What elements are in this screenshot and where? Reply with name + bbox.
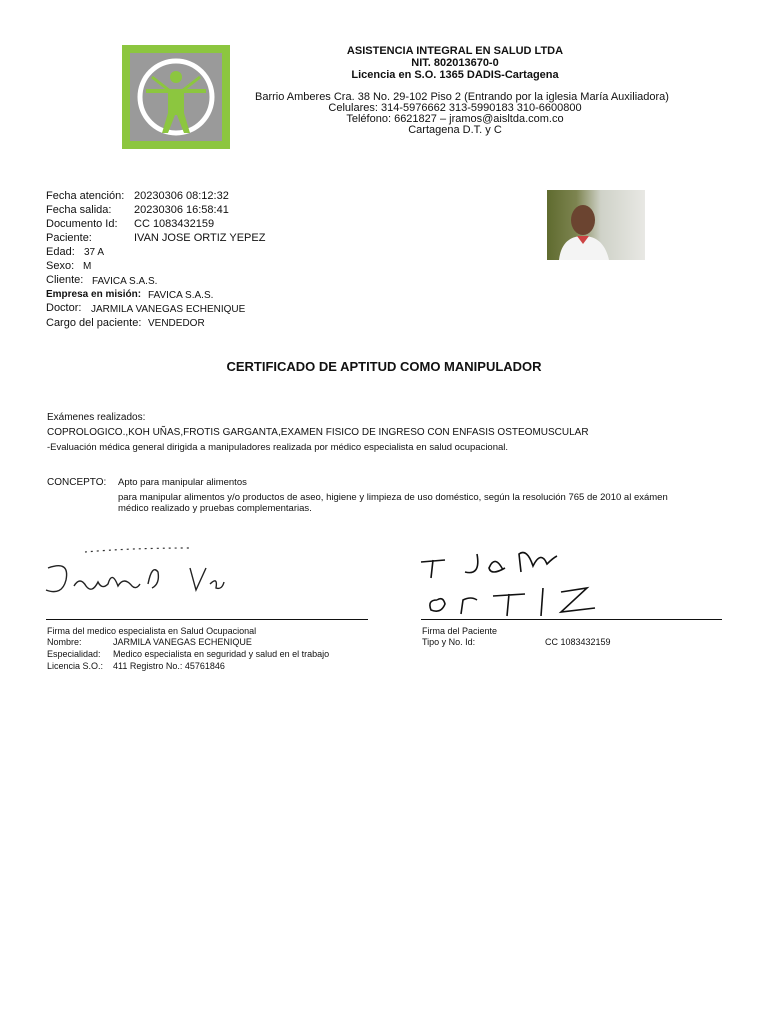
company-address: Barrio Amberes Cra. 38 No. 29-102 Piso 2 (Entrando por la iglesia María Auxiliadora) (255, 91, 669, 103)
paciente-value: IVAN JOSE ORTIZ YEPEZ (134, 232, 266, 244)
doctor-value: JARMILA VANEGAS ECHENIQUE (91, 304, 246, 315)
doctor-esp-value: Medico especialista en seguridad y salud en el trabajo (113, 649, 330, 659)
edad-label: Edad: (46, 246, 75, 258)
sexo-label: Sexo: (46, 260, 75, 272)
fecha-salida-label: Fecha salida: (46, 204, 112, 216)
patient-sig-caption: Firma del Paciente (422, 626, 498, 636)
cliente-label: Cliente: (46, 274, 84, 286)
doctor-signature (40, 540, 240, 610)
company-city: Cartagena D.T. y C (408, 124, 502, 136)
patient-id-label: Tipo y No. Id: (422, 637, 476, 647)
exams-list: COPROLOGICO.,KOH UÑAS,FROTIS GARGANTA,EXAMEN FISICO DE INGRESO CON ENFASIS OSTEOMUSCULAR (47, 427, 589, 438)
doctor-lic-label: Licencia S.O.: (47, 661, 104, 671)
exams-note: -Evaluación médica general dirigida a manipuladores realizada por médico especialista en salud ocupacional. (47, 442, 509, 453)
documento-label: Documento Id: (46, 218, 118, 230)
empresa-value: FAVICA S.A.S. (148, 290, 214, 301)
patient-signature (415, 540, 615, 620)
doctor-sig-caption: Firma del medico especialista en Salud Ocupacional (47, 626, 257, 636)
patient-photo-image (547, 190, 645, 260)
doctor-signature-line (46, 619, 368, 620)
patient-id-value: CC 1083432159 (545, 637, 611, 647)
doctor-nombre-label: Nombre: (47, 637, 82, 647)
fecha-atencion-value: 20230306 08:12:32 (134, 190, 229, 202)
company-nit: NIT. 802013670-0 (411, 57, 499, 69)
vitruvian-man-icon (130, 53, 222, 141)
paciente-label: Paciente: (46, 232, 92, 244)
certificate-title: CERTIFICADO DE APTITUD COMO MANIPULADOR (226, 359, 542, 374)
fecha-atencion-label: Fecha atención: (46, 190, 125, 202)
doctor-esp-label: Especialidad: (47, 649, 101, 659)
patient-signature-line (421, 619, 722, 620)
company-cell: Celulares: 314-5976662 313-5990183 310-6600800 (328, 102, 582, 114)
doctor-nombre-value: JARMILA VANEGAS ECHENIQUE (113, 637, 252, 647)
cliente-value: FAVICA S.A.S. (92, 276, 158, 287)
doctor-label: Doctor: (46, 302, 82, 314)
company-name: ASISTENCIA INTEGRAL EN SALUD LTDA (346, 45, 564, 57)
doctor-lic-value: 411 Registro No.: 45761846 (113, 661, 225, 671)
cargo-value: VENDEDOR (148, 318, 205, 329)
concept-detail-2: médico realizado y pruebas complementarias. (118, 503, 312, 514)
company-phone: Teléfono: 6621827 – jramos@aisltda.com.co (346, 113, 564, 125)
edad-value: 37 A (84, 247, 105, 258)
concept-label: CONCEPTO: (47, 477, 107, 488)
fecha-salida-value: 20230306 16:58:41 (134, 204, 229, 216)
cargo-label: Cargo del paciente: (46, 317, 142, 329)
company-license: Licencia en S.O. 1365 DADIS-Cartagena (351, 69, 559, 81)
patient-photo (547, 190, 645, 260)
documento-value: CC 1083432159 (134, 218, 215, 230)
concept-detail-1: para manipular alimentos y/o productos de aseo, higiene y limpieza de uso doméstico, según la resolución 765 de 2010 al exámen (118, 492, 668, 503)
exams-label: Exámenes realizados: (47, 412, 146, 423)
company-logo (122, 45, 230, 149)
empresa-label: Empresa en misión: (46, 289, 142, 300)
sexo-value: M (83, 261, 92, 272)
concept-value: Apto para manipular alimentos (118, 477, 247, 488)
